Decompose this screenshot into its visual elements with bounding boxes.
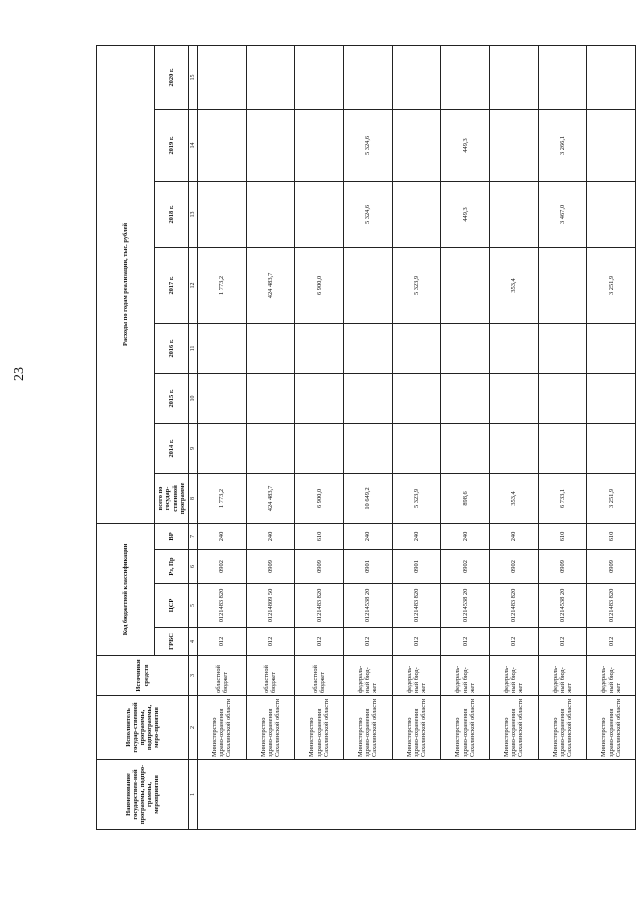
header-2019: 2019 г. — [155, 109, 189, 181]
y2020-cell — [343, 45, 392, 109]
table-row — [392, 45, 441, 829]
column-number: 7 — [189, 523, 198, 549]
rzpr-cell: 0902 — [489, 550, 538, 584]
y2015-cell — [489, 373, 538, 423]
y2015-cell — [441, 373, 490, 423]
y2017-cell: 424 483,7 — [246, 247, 295, 323]
y2018-cell: 5 324,6 — [343, 181, 392, 247]
header-2018: 2018 г. — [155, 181, 189, 247]
y2018-cell: 3 467,0 — [538, 181, 587, 247]
source-cell: федераль-ный бюд-жет — [538, 656, 587, 696]
vr-cell: 240 — [392, 523, 441, 549]
column-number: 14 — [189, 109, 198, 181]
y2015-cell — [538, 373, 587, 423]
y2015-cell — [587, 373, 636, 423]
header-csr: ЦСР — [155, 584, 189, 628]
y2018-cell — [489, 181, 538, 247]
y2014-cell — [587, 423, 636, 473]
y2016-cell — [343, 323, 392, 373]
header-2016: 2016 г. — [155, 323, 189, 373]
executor-cell: Министерство здраво-охранения Сахалинской области — [392, 696, 441, 760]
header-expenses-group: Расходы по годам реализации, тыс. рублей — [97, 45, 155, 523]
table-row — [538, 45, 587, 829]
vr-cell: 240 — [198, 523, 247, 549]
header-source: Источники средств — [97, 656, 189, 696]
y2015-cell — [343, 373, 392, 423]
y2017-cell: 353,4 — [489, 247, 538, 323]
grbs-cell: 012 — [198, 628, 247, 656]
y2015-cell — [246, 373, 295, 423]
source-cell: федераль-ный бюд-жет — [441, 656, 490, 696]
y2018-cell — [587, 181, 636, 247]
vr-cell: 240 — [441, 523, 490, 549]
executor-cell: Министерство здраво-охранения Сахалинской области — [441, 696, 490, 760]
y2019-cell — [198, 109, 247, 181]
y2020-cell — [441, 45, 490, 109]
y2020-cell — [295, 45, 344, 109]
y2016-cell — [441, 323, 490, 373]
column-number: 11 — [189, 323, 198, 373]
y2014-cell — [246, 423, 295, 473]
y2020-cell — [198, 45, 247, 109]
rzpr-cell: 0901 — [392, 550, 441, 584]
y2019-cell — [392, 109, 441, 181]
total-cell: 6 733,1 — [538, 473, 587, 523]
executor-cell: Министерство здраво-охранения Сахалинской области — [538, 696, 587, 760]
vr-cell: 240 — [246, 523, 295, 549]
source-cell: областной бюджет — [198, 656, 247, 696]
table-row — [489, 45, 538, 829]
y2018-cell: 449,3 — [441, 181, 490, 247]
y2014-cell — [489, 423, 538, 473]
column-number: 15 — [189, 45, 198, 109]
y2016-cell — [538, 323, 587, 373]
column-numbers-row — [189, 45, 198, 829]
y2014-cell — [441, 423, 490, 473]
grbs-cell: 012 — [392, 628, 441, 656]
header-2014: 2014 г. — [155, 423, 189, 473]
source-cell: федераль-ный бюд-жет — [587, 656, 636, 696]
header-rzpr: Рз, Пр — [155, 550, 189, 584]
csr-cell: 01214809 50 — [246, 584, 295, 628]
y2018-cell — [198, 181, 247, 247]
vr-cell: 240 — [489, 523, 538, 549]
executor-cell: Министерство здраво-охранения Сахалинской области — [343, 696, 392, 760]
rzpr-cell: 0909 — [295, 550, 344, 584]
header-total: всего по государ-ственной программе — [155, 473, 189, 523]
total-cell: 424 483,7 — [246, 473, 295, 523]
column-number: 2 — [189, 696, 198, 760]
vr-cell: 610 — [295, 523, 344, 549]
rzpr-cell: 0909 — [538, 550, 587, 584]
column-number: 4 — [189, 628, 198, 656]
column-number: 3 — [189, 656, 198, 696]
source-cell: федераль-ный бюд-жет — [392, 656, 441, 696]
vr-cell: 240 — [343, 523, 392, 549]
y2014-cell — [198, 423, 247, 473]
program-name-cell — [198, 760, 636, 830]
csr-cell: 0121483 820 — [198, 584, 247, 628]
y2019-cell — [489, 109, 538, 181]
y2020-cell — [587, 45, 636, 109]
y2016-cell — [246, 323, 295, 373]
y2015-cell — [295, 373, 344, 423]
header-2015: 2015 г. — [155, 373, 189, 423]
csr-cell: 01214538 20 — [343, 584, 392, 628]
total-cell: 898,6 — [441, 473, 490, 523]
csr-cell: 01214538 20 — [538, 584, 587, 628]
header-name: Наименование государствен-ной программы, подпро-граммы, мероприятия — [97, 760, 189, 830]
y2017-cell — [441, 247, 490, 323]
y2016-cell — [489, 323, 538, 373]
y2016-cell — [392, 323, 441, 373]
rzpr-cell: 0902 — [441, 550, 490, 584]
header-code-group: Код бюджетной классификации — [97, 523, 155, 655]
csr-cell: 0121483 820 — [295, 584, 344, 628]
column-number: 13 — [189, 181, 198, 247]
y2019-cell — [246, 109, 295, 181]
column-number: 9 — [189, 423, 198, 473]
y2018-cell — [295, 181, 344, 247]
total-cell: 6 900,0 — [295, 473, 344, 523]
source-cell: федераль-ный бюд-жет — [489, 656, 538, 696]
csr-cell: 0121483 820 — [489, 584, 538, 628]
header-grbs: ГРБС — [155, 628, 189, 656]
rzpr-cell: 0901 — [343, 550, 392, 584]
total-cell: 3 251,9 — [587, 473, 636, 523]
y2017-cell: 5 323,9 — [392, 247, 441, 323]
executor-cell: Министерство здраво-охранения Сахалинской области — [198, 696, 247, 760]
y2017-cell: 1 773,2 — [198, 247, 247, 323]
header-2020: 2020 г. — [155, 45, 189, 109]
total-cell: 353,4 — [489, 473, 538, 523]
y2016-cell — [295, 323, 344, 373]
y2017-cell — [343, 247, 392, 323]
column-number: 1 — [189, 760, 198, 830]
header-2017: 2017 г. — [155, 247, 189, 323]
executor-cell: Министерство здраво-охранения Сахалинской области — [295, 696, 344, 760]
y2017-cell: 3 251,9 — [587, 247, 636, 323]
table-row — [343, 45, 392, 829]
header-vr: ВР — [155, 523, 189, 549]
y2014-cell — [295, 423, 344, 473]
vr-cell: 610 — [587, 523, 636, 549]
y2020-cell — [392, 45, 441, 109]
column-number: 12 — [189, 247, 198, 323]
grbs-cell: 012 — [441, 628, 490, 656]
rzpr-cell: 0909 — [246, 550, 295, 584]
y2015-cell — [392, 373, 441, 423]
csr-cell: 0121483 820 — [587, 584, 636, 628]
y2019-cell — [295, 109, 344, 181]
y2017-cell: 6 900,0 — [295, 247, 344, 323]
y2019-cell: 3 266,1 — [538, 109, 587, 181]
y2020-cell — [246, 45, 295, 109]
column-number: 6 — [189, 550, 198, 584]
executor-cell: Министерство здраво-охранения Сахалинской области — [246, 696, 295, 760]
y2017-cell — [538, 247, 587, 323]
header-executor: Исполнитель государ-ственной программы, подпрограммы, меро-приятия — [97, 696, 189, 760]
total-cell: 1 773,2 — [198, 473, 247, 523]
rotated-table-wrapper — [96, 46, 636, 830]
executor-cell: Министерство здраво-охранения Сахалинской области — [587, 696, 636, 760]
y2020-cell — [489, 45, 538, 109]
total-cell: 10 649,2 — [343, 473, 392, 523]
total-cell: 5 323,9 — [392, 473, 441, 523]
source-cell: областной бюджет — [246, 656, 295, 696]
table-row — [198, 45, 247, 829]
column-number: 10 — [189, 373, 198, 423]
rzpr-cell: 0909 — [587, 550, 636, 584]
source-cell: областной бюджет — [295, 656, 344, 696]
y2014-cell — [538, 423, 587, 473]
y2019-cell — [587, 109, 636, 181]
y2018-cell — [246, 181, 295, 247]
grbs-cell: 012 — [489, 628, 538, 656]
y2015-cell — [198, 373, 247, 423]
y2014-cell — [392, 423, 441, 473]
source-cell: федераль-ный бюд-жет — [343, 656, 392, 696]
y2016-cell — [198, 323, 247, 373]
grbs-cell: 012 — [343, 628, 392, 656]
table-row — [246, 45, 295, 829]
y2019-cell: 449,3 — [441, 109, 490, 181]
grbs-cell: 012 — [295, 628, 344, 656]
y2020-cell — [538, 45, 587, 109]
y2014-cell — [343, 423, 392, 473]
table-row — [295, 45, 344, 829]
page-number: 23 — [12, 367, 27, 381]
csr-cell: 01214538 20 — [441, 584, 490, 628]
column-number: 5 — [189, 584, 198, 628]
y2019-cell: 5 324,6 — [343, 109, 392, 181]
rzpr-cell: 0902 — [198, 550, 247, 584]
y2016-cell — [587, 323, 636, 373]
budget-table — [96, 45, 636, 830]
table-row — [441, 45, 490, 829]
grbs-cell: 012 — [246, 628, 295, 656]
grbs-cell: 012 — [538, 628, 587, 656]
csr-cell: 0121483 820 — [392, 584, 441, 628]
table-row — [587, 45, 636, 829]
y2018-cell — [392, 181, 441, 247]
executor-cell: Министерство здраво-охранения Сахалинской области — [489, 696, 538, 760]
column-number: 8 — [189, 473, 198, 523]
grbs-cell: 012 — [587, 628, 636, 656]
vr-cell: 610 — [538, 523, 587, 549]
